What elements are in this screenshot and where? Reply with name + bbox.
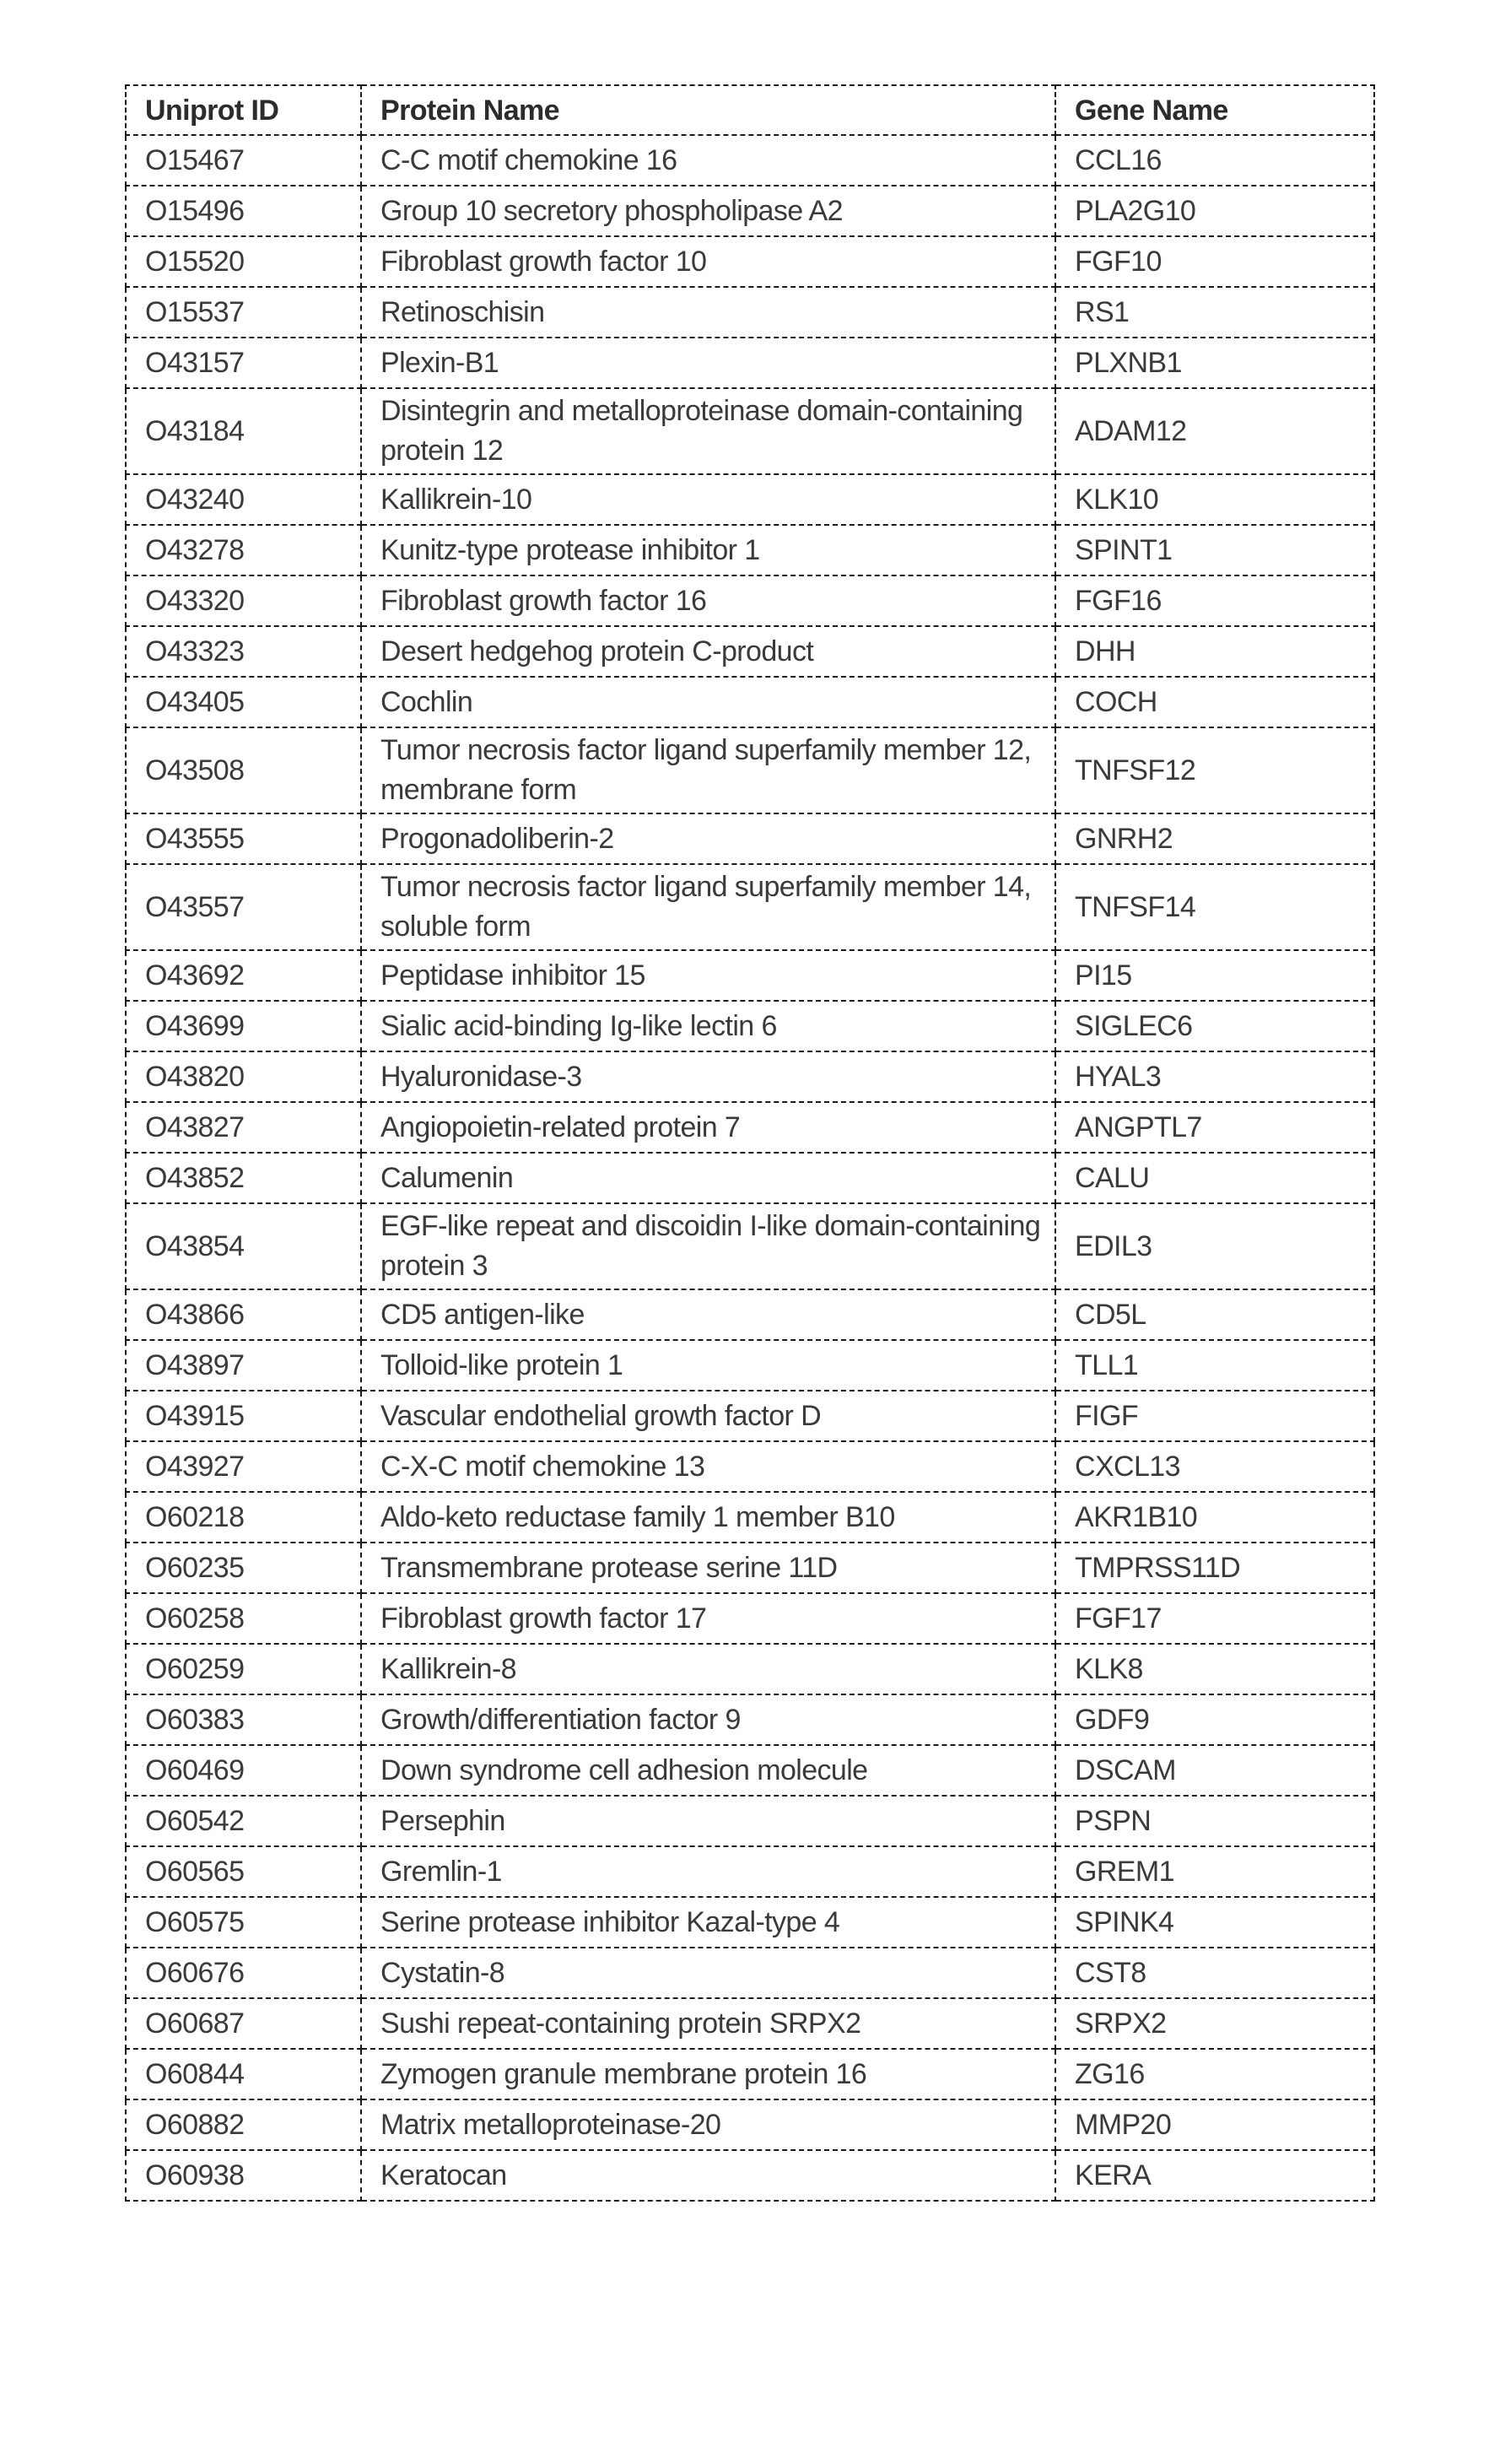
protein-name-cell: Calumenin (361, 1153, 1055, 1203)
gene-name-cell: PI15 (1055, 950, 1374, 1001)
protein-name-cell: Fibroblast growth factor 10 (361, 236, 1055, 287)
protein-name-cell: Tumor necrosis factor ligand superfamily member 12, membrane form (361, 727, 1055, 813)
uniprot-id-cell: O43557 (126, 864, 361, 950)
protein-name-cell: Tolloid-like protein 1 (361, 1340, 1055, 1391)
uniprot-id-cell: O43157 (126, 338, 361, 388)
gene-name-cell: PLA2G10 (1055, 186, 1374, 236)
gene-name-cell: ANGPTL7 (1055, 1102, 1374, 1153)
gene-name-cell: TNFSF14 (1055, 864, 1374, 950)
table-row (126, 1796, 1374, 1846)
uniprot-id-cell: O60882 (126, 2099, 361, 2150)
table-row (126, 2049, 1374, 2099)
table-row (126, 1897, 1374, 1948)
table-row (126, 2150, 1374, 2201)
table-row (126, 1543, 1374, 1593)
gene-name-cell: DSCAM (1055, 1745, 1374, 1796)
gene-name-cell: DHH (1055, 626, 1374, 677)
table-row (126, 864, 1374, 950)
gene-name-cell: CCL16 (1055, 135, 1374, 186)
protein-name-cell: Matrix metalloproteinase-20 (361, 2099, 1055, 2150)
protein-name-cell: CD5 antigen-like (361, 1289, 1055, 1340)
protein-name-cell: Gremlin-1 (361, 1846, 1055, 1897)
table-row (126, 1340, 1374, 1391)
protein-name-cell: Growth/differentiation factor 9 (361, 1694, 1055, 1745)
protein-table (125, 84, 1375, 2202)
table-row (126, 388, 1374, 474)
gene-name-cell: FIGF (1055, 1391, 1374, 1441)
table-row (126, 287, 1374, 338)
uniprot-id-cell: O60235 (126, 1543, 361, 1593)
uniprot-id-cell: O43927 (126, 1441, 361, 1492)
uniprot-id-cell: O60542 (126, 1796, 361, 1846)
protein-name-cell: Kunitz-type protease inhibitor 1 (361, 525, 1055, 575)
uniprot-id-cell: O60575 (126, 1897, 361, 1948)
protein-name-cell: Sushi repeat-containing protein SRPX2 (361, 1998, 1055, 2049)
uniprot-id-cell: O43555 (126, 813, 361, 864)
uniprot-id-cell: O43827 (126, 1102, 361, 1153)
table-row (126, 727, 1374, 813)
uniprot-id-cell: O15537 (126, 287, 361, 338)
gene-name-cell: COCH (1055, 677, 1374, 727)
protein-name-cell: Cochlin (361, 677, 1055, 727)
gene-name-cell: CD5L (1055, 1289, 1374, 1340)
uniprot-id-cell: O15496 (126, 186, 361, 236)
protein-name-cell: Zymogen granule membrane protein 16 (361, 2049, 1055, 2099)
protein-name-cell: Retinoschisin (361, 287, 1055, 338)
gene-name-cell: EDIL3 (1055, 1203, 1374, 1289)
header-protein-name: Protein Name (361, 85, 1055, 135)
uniprot-id-cell: O43240 (126, 474, 361, 525)
gene-name-cell: CXCL13 (1055, 1441, 1374, 1492)
protein-name-cell: Plexin-B1 (361, 338, 1055, 388)
gene-name-cell: TLL1 (1055, 1340, 1374, 1391)
table-row (126, 1051, 1374, 1102)
protein-name-cell: Vascular endothelial growth factor D (361, 1391, 1055, 1441)
table-row (126, 1644, 1374, 1694)
table-row (126, 1391, 1374, 1441)
uniprot-id-cell: O43866 (126, 1289, 361, 1340)
table-row (126, 1948, 1374, 1998)
protein-name-cell: C-C motif chemokine 16 (361, 135, 1055, 186)
table-row (126, 1203, 1374, 1289)
uniprot-id-cell: O43915 (126, 1391, 361, 1441)
uniprot-id-cell: O43323 (126, 626, 361, 677)
uniprot-id-cell: O60218 (126, 1492, 361, 1543)
protein-name-cell: EGF-like repeat and discoidin I-like domain-containing protein 3 (361, 1203, 1055, 1289)
gene-name-cell: FGF10 (1055, 236, 1374, 287)
uniprot-id-cell: O60565 (126, 1846, 361, 1897)
gene-name-cell: FGF17 (1055, 1593, 1374, 1644)
gene-name-cell: SPINK4 (1055, 1897, 1374, 1948)
uniprot-id-cell: O15467 (126, 135, 361, 186)
uniprot-id-cell: O43278 (126, 525, 361, 575)
gene-name-cell: GDF9 (1055, 1694, 1374, 1745)
gene-name-cell: HYAL3 (1055, 1051, 1374, 1102)
protein-name-cell: Cystatin-8 (361, 1948, 1055, 1998)
protein-name-cell: Transmembrane protease serine 11D (361, 1543, 1055, 1593)
protein-name-cell: Peptidase inhibitor 15 (361, 950, 1055, 1001)
table-row (126, 1846, 1374, 1897)
table-row (126, 677, 1374, 727)
table-row (126, 1441, 1374, 1492)
protein-name-cell: Fibroblast growth factor 16 (361, 575, 1055, 626)
protein-name-cell: Tumor necrosis factor ligand superfamily member 14, soluble form (361, 864, 1055, 950)
table-row (126, 1289, 1374, 1340)
table-row (126, 1492, 1374, 1543)
gene-name-cell: KLK10 (1055, 474, 1374, 525)
gene-name-cell: SIGLEC6 (1055, 1001, 1374, 1051)
table-body (126, 135, 1374, 2201)
uniprot-id-cell: O60687 (126, 1998, 361, 2049)
table-row (126, 2099, 1374, 2150)
protein-name-cell: Persephin (361, 1796, 1055, 1846)
uniprot-id-cell: O60259 (126, 1644, 361, 1694)
protein-name-cell: Desert hedgehog protein C-product (361, 626, 1055, 677)
gene-name-cell: RS1 (1055, 287, 1374, 338)
protein-name-cell: Fibroblast growth factor 17 (361, 1593, 1055, 1644)
gene-name-cell: FGF16 (1055, 575, 1374, 626)
gene-name-cell: ADAM12 (1055, 388, 1374, 474)
uniprot-id-cell: O15520 (126, 236, 361, 287)
table-row (126, 474, 1374, 525)
uniprot-id-cell: O43852 (126, 1153, 361, 1203)
gene-name-cell: SRPX2 (1055, 1998, 1374, 2049)
table-row (126, 1593, 1374, 1644)
table-row (126, 1745, 1374, 1796)
header-gene-name: Gene Name (1055, 85, 1374, 135)
uniprot-id-cell: O60469 (126, 1745, 361, 1796)
header-uniprot-id: Uniprot ID (126, 85, 361, 135)
uniprot-id-cell: O60938 (126, 2150, 361, 2201)
uniprot-id-cell: O43820 (126, 1051, 361, 1102)
table-row (126, 236, 1374, 287)
protein-name-cell: Disintegrin and metalloproteinase domain-containing protein 12 (361, 388, 1055, 474)
gene-name-cell: PSPN (1055, 1796, 1374, 1846)
gene-name-cell: GREM1 (1055, 1846, 1374, 1897)
gene-name-cell: TNFSF12 (1055, 727, 1374, 813)
table-row (126, 338, 1374, 388)
protein-name-cell: Hyaluronidase-3 (361, 1051, 1055, 1102)
protein-name-cell: Progonadoliberin-2 (361, 813, 1055, 864)
table-row (126, 813, 1374, 864)
uniprot-id-cell: O43184 (126, 388, 361, 474)
protein-name-cell: Keratocan (361, 2150, 1055, 2201)
table-row (126, 1153, 1374, 1203)
table-row (126, 626, 1374, 677)
gene-name-cell: KERA (1055, 2150, 1374, 2201)
protein-name-cell: Serine protease inhibitor Kazal-type 4 (361, 1897, 1055, 1948)
uniprot-id-cell: O60844 (126, 2049, 361, 2099)
protein-name-cell: Sialic acid-binding Ig-like lectin 6 (361, 1001, 1055, 1051)
gene-name-cell: CALU (1055, 1153, 1374, 1203)
table-row (126, 1998, 1374, 2049)
table-row (126, 1694, 1374, 1745)
uniprot-id-cell: O43405 (126, 677, 361, 727)
table-row (126, 575, 1374, 626)
protein-name-cell: Kallikrein-8 (361, 1644, 1055, 1694)
protein-name-cell: Aldo-keto reductase family 1 member B10 (361, 1492, 1055, 1543)
protein-name-cell: Down syndrome cell adhesion molecule (361, 1745, 1055, 1796)
table-row (126, 950, 1374, 1001)
uniprot-id-cell: O43692 (126, 950, 361, 1001)
gene-name-cell: AKR1B10 (1055, 1492, 1374, 1543)
uniprot-id-cell: O43897 (126, 1340, 361, 1391)
uniprot-id-cell: O60258 (126, 1593, 361, 1644)
protein-name-cell: Angiopoietin-related protein 7 (361, 1102, 1055, 1153)
uniprot-id-cell: O60383 (126, 1694, 361, 1745)
table-row (126, 186, 1374, 236)
uniprot-id-cell: O43854 (126, 1203, 361, 1289)
protein-name-cell: Kallikrein-10 (361, 474, 1055, 525)
header-row (126, 85, 1374, 135)
uniprot-id-cell: O60676 (126, 1948, 361, 1998)
uniprot-id-cell: O43320 (126, 575, 361, 626)
table-row (126, 1001, 1374, 1051)
table-row (126, 135, 1374, 186)
protein-name-cell: C-X-C motif chemokine 13 (361, 1441, 1055, 1492)
protein-name-cell: Group 10 secretory phospholipase A2 (361, 186, 1055, 236)
gene-name-cell: ZG16 (1055, 2049, 1374, 2099)
gene-name-cell: PLXNB1 (1055, 338, 1374, 388)
gene-name-cell: SPINT1 (1055, 525, 1374, 575)
uniprot-id-cell: O43508 (126, 727, 361, 813)
uniprot-id-cell: O43699 (126, 1001, 361, 1051)
table-row (126, 1102, 1374, 1153)
table-row (126, 525, 1374, 575)
gene-name-cell: CST8 (1055, 1948, 1374, 1998)
gene-name-cell: KLK8 (1055, 1644, 1374, 1694)
gene-name-cell: TMPRSS11D (1055, 1543, 1374, 1593)
gene-name-cell: MMP20 (1055, 2099, 1374, 2150)
gene-name-cell: GNRH2 (1055, 813, 1374, 864)
